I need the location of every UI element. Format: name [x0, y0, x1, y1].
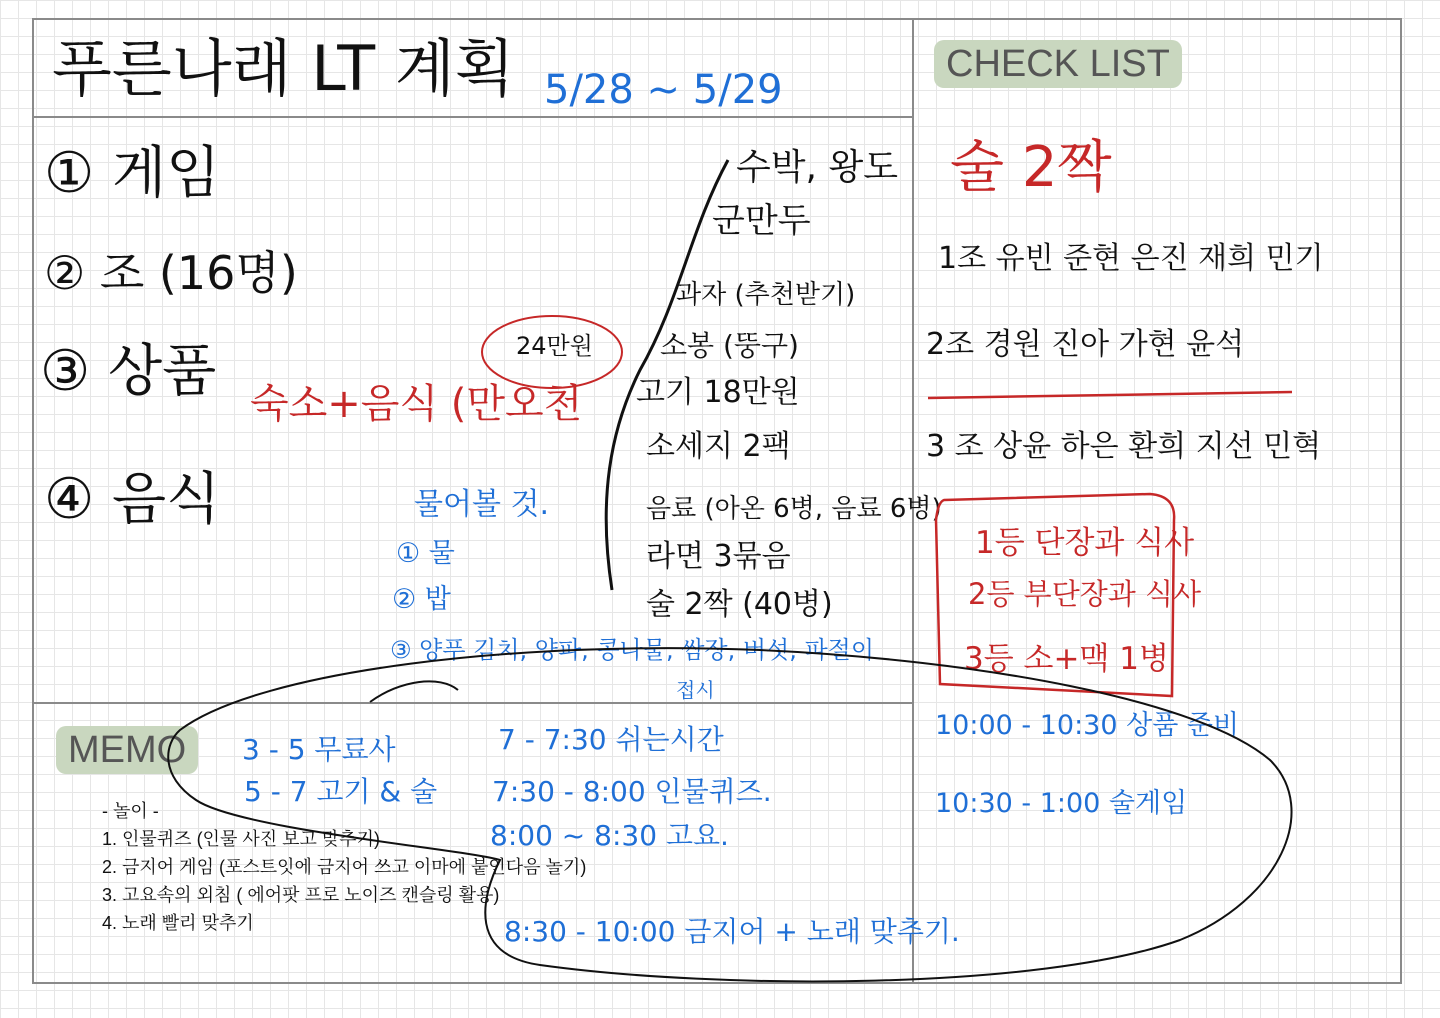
item-food: ④ 음식: [44, 467, 221, 532]
item-groups: ② 조 (16명): [44, 246, 298, 300]
food-meat: 고기 18만원: [636, 375, 800, 410]
food-dumplings: 군만두: [712, 201, 811, 241]
food-watermelon: 수박, 왕도: [736, 147, 898, 188]
memo-label: MEMO: [56, 726, 198, 774]
checklist-label: CHECK LIST: [934, 40, 1182, 88]
group-1: 1조 유빈 준현 은진 재희 민기: [938, 241, 1324, 276]
page-title: 푸른나래 LT 계획: [52, 32, 515, 105]
checklist-drinks: 술 2짝: [950, 135, 1112, 200]
question-water: ① 물: [396, 538, 455, 569]
group-2: 2조 경원 진아 가현 윤석: [926, 327, 1245, 362]
food-drinks: 음료 (아온 6병, 음료 6병): [646, 494, 942, 524]
play-list: [102, 797, 586, 937]
play-item: 3. 고요속의 외침 ( 에어팟 프로 노이즈 캔슬링 활용): [102, 885, 500, 905]
memo-mid-4: 8:30 - 10:00 금지어 + 노래 맞추기.: [504, 915, 960, 948]
memo-divider: [32, 702, 912, 704]
memo-left-1: 3 - 5 무료사: [242, 733, 396, 766]
food-sausage: 소세지 2팩: [646, 429, 791, 464]
prize-3: 3등 소+맥 1병: [964, 641, 1169, 677]
memo-mid-1: 7 - 7:30 쉬는시간: [498, 723, 724, 756]
prize-2: 2등 부단장과 식사: [968, 577, 1201, 611]
food-snacks: 과자 (추천받기): [676, 280, 856, 310]
late-schedule-2: 10:30 - 1:00 술게임: [935, 788, 1188, 819]
group-3: 3 조 상윤 하은 환희 지선 민혁: [926, 429, 1322, 464]
prize-1: 1등 단장과 식사: [975, 525, 1195, 561]
play-item: 1. 인물퀴즈 (인물 사진 보고 맞추기): [102, 829, 381, 849]
food-ramen: 라면 3묶음: [646, 539, 791, 574]
budget-note: 숙소+음식 (만오천: [250, 381, 583, 427]
question-rice: ② 밥: [392, 584, 451, 615]
food-sobong: 소봉 (뚱구): [660, 329, 799, 362]
play-item: 4. 노래 빨리 맞추기: [102, 913, 254, 933]
item-game: ① 게임: [44, 141, 221, 206]
memo-mid-3: 8:00 ~ 8:30 고요.: [490, 819, 729, 852]
memo-mid-2: 7:30 - 8:00 인물퀴즈.: [492, 775, 772, 808]
question-sides: ③ 양푸 김치, 양파, 콩나물, 쌈장, 버섯, 파절이: [390, 636, 875, 664]
play-title: - 놀이 -: [102, 801, 159, 821]
questions-title: 물어볼 것.: [414, 487, 549, 522]
question-plates: 접시: [676, 678, 715, 702]
food-alcohol: 술 2짝 (40병): [646, 587, 833, 622]
play-item: 2. 금지어 게임 (포스트잇에 금지어 쓰고 이마에 붙인다음 놀기): [102, 857, 587, 877]
late-schedule-1: 10:00 - 10:30 상품 준비: [935, 710, 1240, 741]
memo-left-2: 5 - 7 고기 & 술: [244, 775, 438, 808]
date-range: 5/28 ~ 5/29: [544, 67, 783, 113]
title-divider: [32, 116, 912, 118]
budget-amount: 24만원: [516, 332, 593, 360]
item-prizes: ③ 상품: [40, 339, 217, 404]
